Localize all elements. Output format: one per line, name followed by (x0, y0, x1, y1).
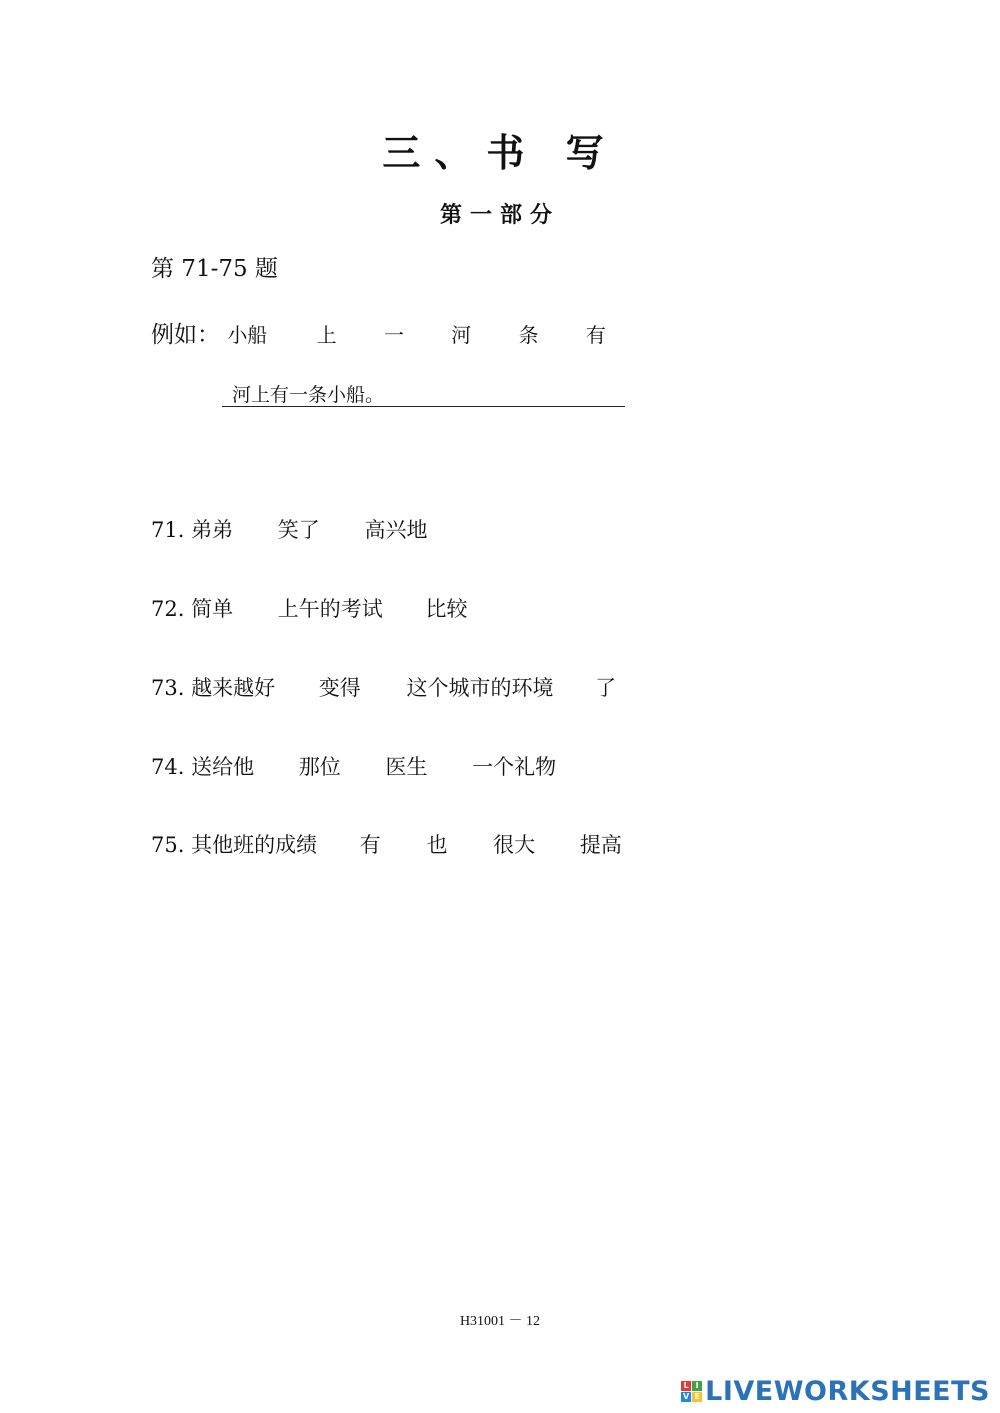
question-word: 了 (595, 676, 617, 700)
question-word: 笑了 (277, 518, 320, 542)
part-title: 第一部分 (439, 202, 560, 228)
question-word: 变得 (318, 676, 361, 700)
example-row (151, 316, 606, 349)
question-word: 也 (426, 833, 448, 857)
example-answer-line (222, 380, 625, 407)
liveworksheets-logo-icon: L I V E (681, 1381, 702, 1402)
question-number: 71. (151, 518, 185, 542)
question-word: 那位 (298, 755, 341, 779)
example-word: 条 (518, 323, 539, 347)
question-word: 一个礼物 (472, 755, 557, 779)
section-title: 三、书 写 (382, 130, 618, 175)
question-word: 高兴地 (364, 518, 428, 542)
example-word: 上 (316, 323, 337, 347)
example-word: 河 (451, 323, 472, 347)
question-71 (151, 514, 427, 544)
question-word: 有 (359, 833, 381, 857)
question-word: 送给他 (191, 755, 255, 779)
example-word: 有 (585, 323, 606, 347)
question-word: 比较 (425, 597, 468, 621)
question-word: 这个城市的环境 (406, 676, 554, 700)
question-word: 很大 (493, 833, 536, 857)
question-word: 上午的考试 (277, 597, 383, 621)
question-word: 越来越好 (191, 676, 276, 700)
question-number: 74. (151, 755, 185, 779)
question-word: 简单 (191, 597, 234, 621)
example-word: 一 (383, 323, 404, 347)
question-number: 72. (151, 597, 185, 621)
question-word: 医生 (385, 755, 428, 779)
question-73 (151, 672, 616, 702)
question-range: 第 71-75 题 (151, 256, 278, 282)
example-answer-text: 河上有一条小船。 (232, 384, 385, 406)
brand-name: LIVEWORKSHEETS (705, 1376, 990, 1407)
page-footer: H31001 － 12 (459, 1314, 541, 1329)
question-number: 73. (151, 676, 185, 700)
question-word: 其他班的成绩 (191, 833, 318, 857)
question-number: 75. (151, 833, 185, 857)
question-72 (151, 593, 467, 623)
question-word: 弟弟 (191, 518, 234, 542)
question-74 (151, 751, 556, 781)
question-75 (151, 829, 622, 859)
liveworksheets-brand (681, 1376, 990, 1407)
question-word: 提高 (579, 833, 622, 857)
example-label: 例如： (151, 322, 220, 348)
example-word: 小船 (227, 323, 268, 347)
